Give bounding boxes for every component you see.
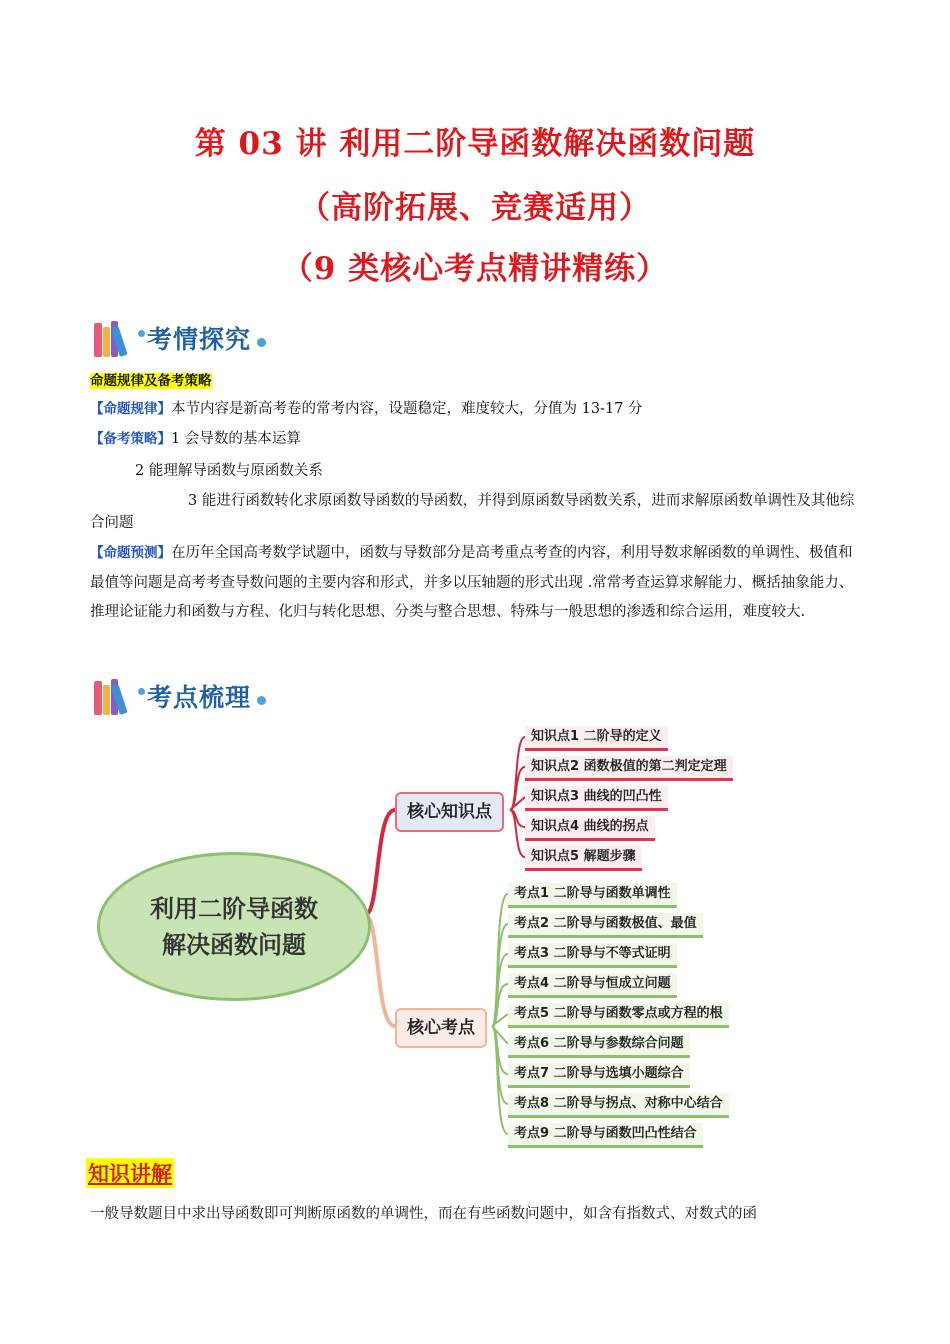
strategy-item-3: 3 能进行函数转化求原函数导函数的导函数，并得到原函数导函数关系，进而求解原函数单调性及其他综合问题 bbox=[90, 493, 855, 531]
strategy-item-1: 1 会导数的基本运算 bbox=[171, 431, 301, 447]
subtitle-2: （9 类核心考点精讲精练） bbox=[281, 251, 669, 287]
knowledge-point-3: 知识点3 曲线的凹凸性 bbox=[525, 786, 668, 811]
exam-point-5: 考点5 二阶导与函数零点或方程的根 bbox=[508, 1003, 729, 1028]
prediction-label: 【命题预测】 bbox=[90, 545, 171, 561]
section-heading-label: 考点梳理 bbox=[147, 683, 252, 712]
exam-point-6: 考点6 二阶导与参数综合问题 bbox=[508, 1033, 690, 1058]
main-title: 第 03 讲 利用二阶导函数解决函数问题 bbox=[194, 126, 756, 162]
exam-point-2: 考点2 二阶导与函数极值、最值 bbox=[508, 913, 703, 938]
subtitle-1: （高阶拓展、竞赛适用） bbox=[299, 190, 651, 226]
exam-point-1: 考点1 二阶导与函数单调性 bbox=[508, 883, 677, 908]
strategy-item-2: 2 能理解导函数与原函数关系 bbox=[135, 463, 323, 479]
exam-point-8: 考点8 二阶导与拐点、对称中心结合 bbox=[508, 1093, 729, 1118]
strategy-highlight: 命题规律及备考策略 bbox=[90, 373, 212, 389]
knowledge-point-1: 知识点1 二阶导的定义 bbox=[525, 726, 668, 751]
exam-point-9: 考点9 二阶导与函数凹凸性结合 bbox=[508, 1123, 703, 1148]
knowledge-point-5: 知识点5 解题步骤 bbox=[525, 846, 642, 871]
knowledge-explanation-heading: 知识讲解 bbox=[86, 1158, 174, 1188]
strategy-label: 【备考策略】 bbox=[90, 431, 171, 447]
mindmap-center bbox=[97, 852, 371, 1001]
branch-core-knowledge: 核心知识点 bbox=[395, 792, 504, 832]
exam-point-3: 考点3 二阶导与不等式证明 bbox=[508, 943, 677, 968]
knowledge-point-4: 知识点4 曲线的拐点 bbox=[525, 816, 655, 841]
connector-knowledge bbox=[510, 737, 525, 857]
prediction-text: 在历年全国高考数学试题中，函数与导数部分是高考重点考查的内容，利用导数求解函数的单调性、极值和最值等问题是高考考查导数问题的主要内容和形式，并多以压轴题的形式出现 .常常考查运算求解能力、概括抽象能力、推理论证能力和函数与方程、化归与转化思想、分类与整合思想、特殊与一般思想的渗透和综合运用，难度较大. bbox=[90, 545, 854, 620]
connector-exam bbox=[492, 894, 508, 1134]
rules-text: 本节内容是新高考卷的常考内容，设题稳定，难度较大，分值为 13-17 分 bbox=[171, 401, 643, 417]
knowledge-point-2: 知识点2 函数极值的第二判定定理 bbox=[525, 756, 733, 781]
connector-branch1 bbox=[365, 810, 395, 915]
center-line-1: 利用二阶导函数 bbox=[150, 894, 318, 923]
rules-label: 【命题规律】 bbox=[90, 401, 171, 417]
exam-point-7: 考点7 二阶导与选填小题综合 bbox=[508, 1063, 690, 1088]
explanation-text: 一般导数题目中求出导函数即可判断原函数的单调性，而在有些函数问题中，如含有指数式、对数式的函 bbox=[90, 1206, 757, 1222]
exam-point-4: 考点4 二阶导与恒成立问题 bbox=[508, 973, 677, 998]
section-heading-label: 考情探究 bbox=[147, 325, 252, 354]
branch-core-exam: 核心考点 bbox=[395, 1008, 487, 1048]
center-line-2: 解决函数问题 bbox=[162, 930, 306, 959]
